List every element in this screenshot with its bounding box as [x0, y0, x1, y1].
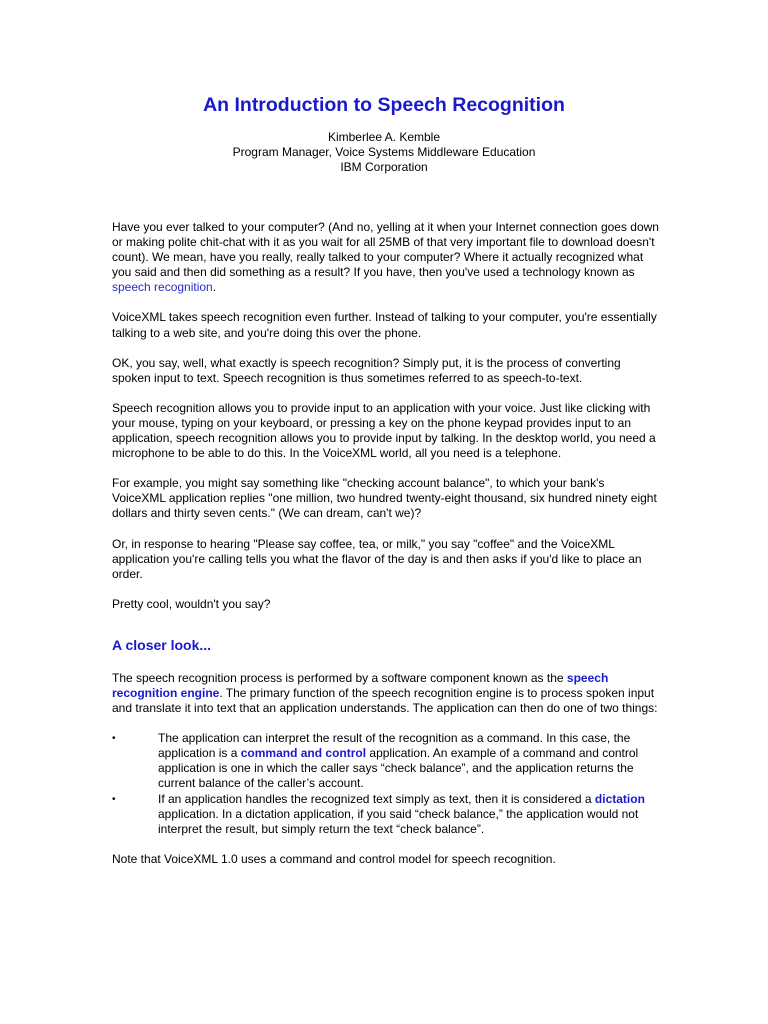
dictation-term[interactable]: dictation [594, 791, 645, 806]
paragraph-voicexml: VoiceXML takes speech recognition even further. Instead of talking to your computer, you're essentially talking to a web site, and you're doing this over the phone. [112, 310, 657, 340]
paragraph-example-coffee: Or, in response to hearing "Please say coffee, tea, or milk," you say "coffee" and the VoiceXML application you're calling tells you what the flavor of the day is and then asks if you'd like to place an order. [112, 536, 642, 581]
bullet-text-start: If an application handles the recognized text simply as text, then it is considered a [158, 791, 595, 806]
section-heading: A closer look... [112, 636, 212, 653]
section-intro-end: . The primary function of the speech recognition engine is to process spoken input and translate it into text that an application understands. The application can then do one of two things: [112, 685, 658, 716]
author-byline [0, 130, 768, 175]
paragraph-note: Note that VoiceXML 1.0 uses a command and control model for speech recognition. [112, 851, 556, 866]
bullet-list [112, 731, 660, 837]
list-item [112, 792, 660, 837]
paragraph-input: Speech recognition allows you to provide input to an application with your voice. Just like clicking with your mouse, typing on your keyboard, or pressing a key on the phone keypad provides input to an application, speech recognition allows you to provide input by talking. In the desktop world, you need a microphone to be able to do this. In the VoiceXML world, all you need is a telephone. [112, 400, 656, 461]
bullet-text-end: application. In a dictation application, if you said “check balance,” the application would not interpret the result, but simply return the text “check balance”. [158, 806, 639, 836]
section-intro [112, 671, 660, 716]
command-and-control-term[interactable]: command and control [240, 746, 367, 761]
bullet-marker: • [112, 793, 116, 805]
speech-recognition-engine-term[interactable]: speech recognition engine [112, 670, 609, 700]
paragraph-intro-text: Have you ever talked to your computer? (And no, yelling at it when your Internet connection goes down or making polite chit-chat with it as you wait for all 25MB of that very important file to download doesn't count). We mean, have you really, really talked to your computer? Where it actually recognized what you said and then did something as a result? If you have, then you've used a technology known as [112, 220, 659, 280]
bullet-text-end: application. An example of a command and control application is one in which the caller says “check balance”, and the application returns the current balance of the caller’s account. [158, 746, 639, 791]
paragraph-intro-end: . [212, 280, 217, 295]
bullet-text-start: The application can interpret the result of the recognition as a command. In this case, the application is a [158, 731, 631, 761]
paragraph-example-bank: For example, you might say something like "checking account balance", to which your bank's VoiceXML application replies "one million, two hundred twenty-eight thousand, six hundred ninety eight dollars and thirty seven cents." (We can dream, can't we)? [112, 476, 657, 521]
paragraph-pretty-cool: Pretty cool, wouldn't you say? [112, 596, 271, 611]
author-organization: IBM Corporation [340, 160, 428, 174]
document-title: An Introduction to Speech Recognition [203, 94, 565, 116]
section-intro-start: The speech recognition process is performed by a software component known as the [112, 670, 567, 685]
author-name: Kimberlee A. Kemble [327, 130, 441, 144]
author-role: Program Manager, Voice Systems Middleware Education [232, 145, 536, 159]
document-body [112, 220, 660, 882]
list-item [112, 731, 660, 791]
bullet-marker: • [112, 733, 116, 745]
speech-recognition-link[interactable]: speech recognition [112, 280, 213, 295]
paragraph-definition: OK, you say, well, what exactly is speech recognition? Simply put, it is the process of converting spoken input to text. Speech recognition is thus sometimes referred to as speech-to-text. [112, 355, 621, 385]
paragraph-intro [112, 220, 660, 295]
